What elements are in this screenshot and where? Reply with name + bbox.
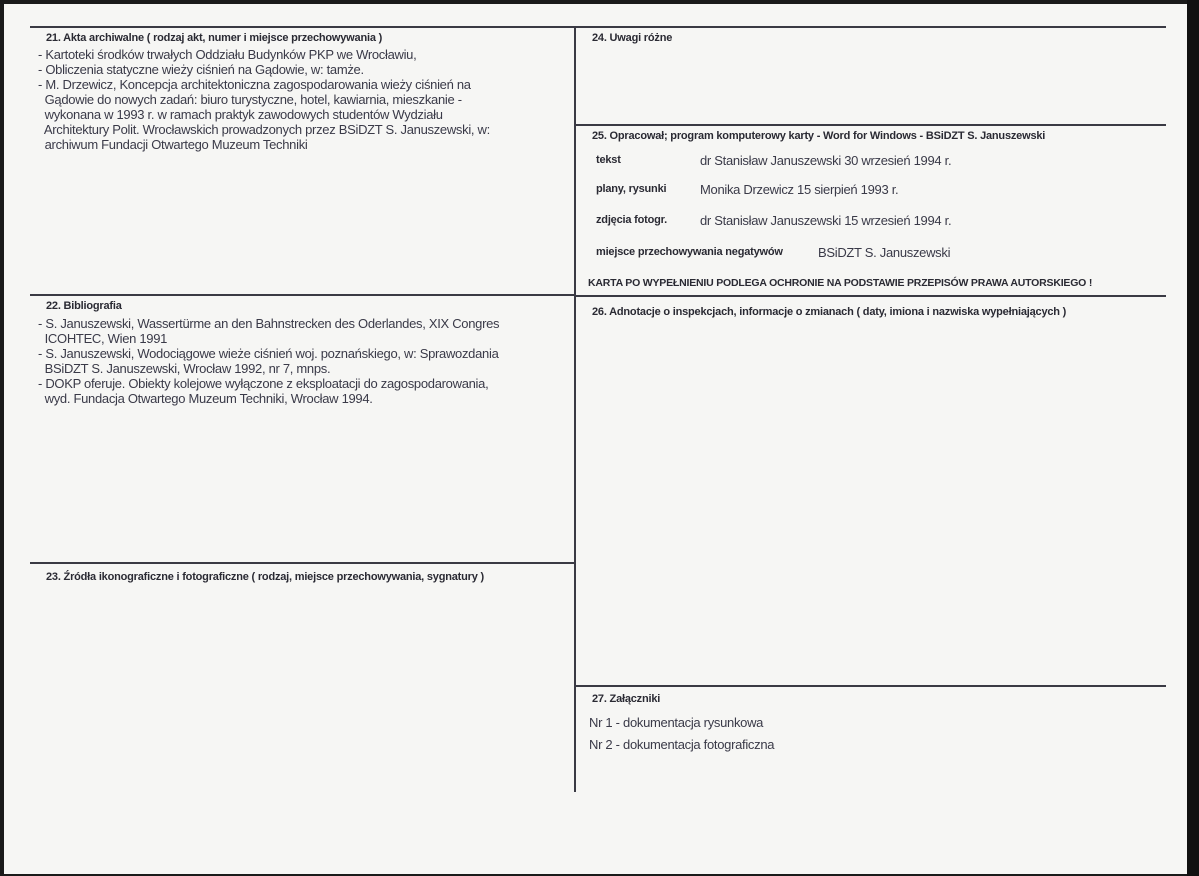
plany-value: Monika Drzewicz 15 sierpień 1993 r.: [700, 182, 899, 197]
s21-line: - Kartoteki środków trwałych Oddziału Budynków PKP we Wrocławiu,: [38, 47, 417, 62]
s22-line: - DOKP oferuje. Obiekty kolejowe wyłączone z eksploatacji do zagospodarowania,: [38, 376, 489, 391]
attachment-item: Nr 1 - dokumentacja rysunkowa: [589, 715, 764, 730]
tekst-value: dr Stanisław Januszewski 30 wrzesień 1994 r.: [700, 153, 952, 168]
plany-label: plany, rysunki: [596, 183, 667, 195]
zdjecia-value: dr Stanisław Januszewski 15 wrzesień 1994 r.: [700, 213, 952, 228]
rule-22-23: [30, 562, 574, 564]
section-22-body: [38, 316, 499, 406]
rule-25-26: [576, 295, 1166, 297]
top-rule: [30, 26, 1166, 28]
section-23-header: 23. Źródła ikonograficzne i fotograficzne ( rodzaj, miejsce przechowywania, sygnatury ): [46, 571, 484, 583]
s21-line: - Obliczenia statyczne wieży ciśnień na Gądowie, w: tamże.: [38, 62, 364, 77]
s22-line: ICOHTEC, Wien 1991: [38, 331, 168, 346]
s21-line: archiwum Fundacji Otwartego Muzeum Techniki: [38, 137, 308, 152]
rule-21-22: [30, 294, 574, 296]
section-22-header: 22. Bibliografia: [46, 300, 122, 312]
s21-line: - M. Drzewicz, Koncepcja architektoniczna zagospodarowania wieży ciśnień na: [38, 77, 471, 92]
rule-24-25: [576, 124, 1166, 126]
center-divider: [574, 26, 576, 792]
section-24-header: 24. Uwagi różne: [592, 32, 673, 44]
copyright-notice: KARTA PO WYPEŁNIENIU PODLEGA OCHRONIE NA PODSTAWIE PRZEPISÓW PRAWA AUTORSKIEGO !: [588, 277, 1093, 289]
section-21-body: [38, 47, 490, 152]
s22-line: - S. Januszewski, Wodociągowe wieże ciśnień woj. poznańskiego, w: Sprawozdania: [38, 346, 499, 361]
s21-line: Architektury Polit. Wrocławskich prowadzonych przez BSiDZT S. Januszewski, w:: [38, 122, 490, 137]
section-25-header: 25. Opracował; program komputerowy karty - Word for Windows - BSiDZT S. Januszewski: [592, 130, 1046, 142]
tekst-label: tekst: [596, 154, 621, 166]
section-21-header: 21. Akta archiwalne ( rodzaj akt, numer i miejsce przechowywania ): [46, 32, 383, 44]
section-26-header: 26. Adnotacje o inspekcjach, informacje o zmianach ( daty, imiona i nazwiska wypełniających ): [592, 306, 1067, 318]
s22-line: - S. Januszewski, Wassertürme an den Bahnstrecken des Oderlandes, XIX Congres: [38, 316, 500, 331]
s22-line: wyd. Fundacja Otwartego Muzeum Techniki, Wrocław 1994.: [38, 391, 373, 406]
zdjecia-label: zdjęcia fotogr.: [596, 214, 667, 226]
negatywy-value: BSiDZT S. Januszewski: [818, 245, 951, 260]
section-27-body: [589, 712, 774, 756]
scan-edge: [1187, 0, 1199, 876]
attachment-item: Nr 2 - dokumentacja fotograficzna: [589, 737, 775, 752]
section-27-header: 27. Załączniki: [592, 693, 661, 705]
rule-26-27: [576, 685, 1166, 687]
s21-line: wykonana w 1993 r. w ramach praktyk zawodowych studentów Wydziału: [38, 107, 443, 122]
negatywy-label: miejsce przechowywania negatywów: [596, 246, 783, 258]
s21-line: Gądowie do nowych zadań: biuro turystyczne, hotel, kawiarnia, mieszkanie -: [38, 92, 462, 107]
s22-line: BSiDZT S. Januszewski, Wrocław 1992, nr 7, mnps.: [38, 361, 331, 376]
